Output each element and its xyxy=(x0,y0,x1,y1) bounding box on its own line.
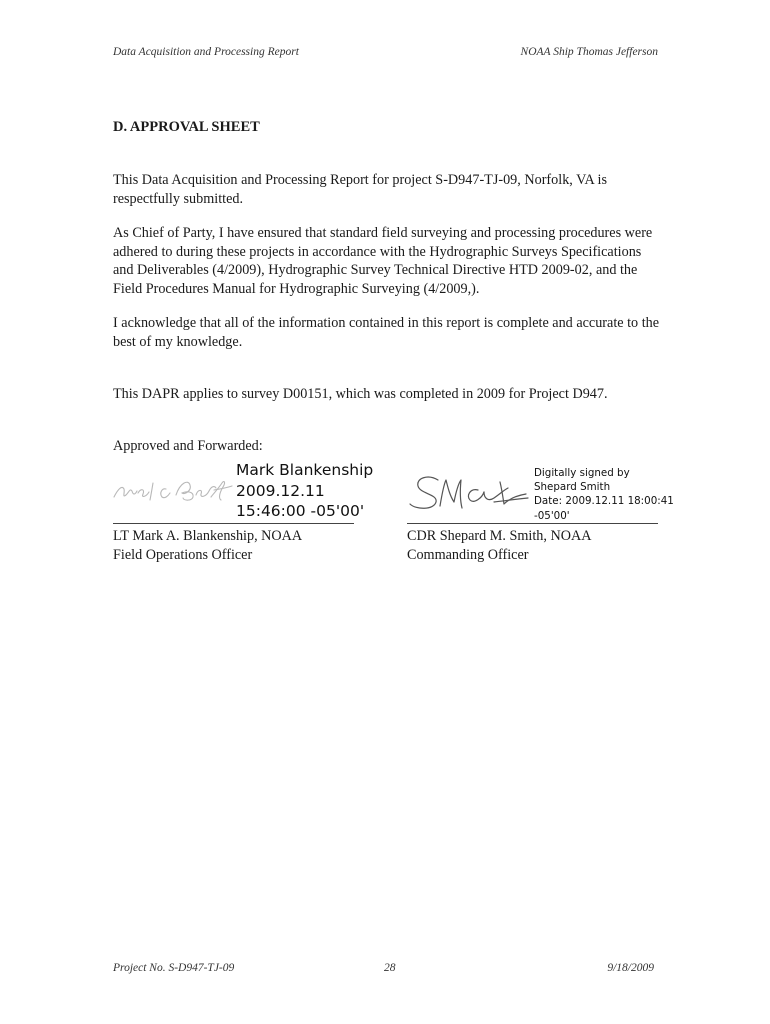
signatory-title-right: Commanding Officer xyxy=(407,546,529,563)
approved-forwarded-label: Approved and Forwarded: xyxy=(113,438,263,454)
section-title: D. APPROVAL SHEET xyxy=(113,119,260,135)
footer-page-number: 28 xyxy=(384,962,396,974)
handwritten-signature-left xyxy=(110,471,235,507)
digital-sign-line-4: -05'00' xyxy=(534,509,570,522)
survey-applicability-paragraph: This DAPR applies to survey D00151, which was completed in 2009 for Project D947. xyxy=(113,386,608,402)
digital-sign-line-3: Date: 2009.12.11 18:00:41 xyxy=(534,495,674,508)
signer-name-left: Mark Blankenship xyxy=(236,461,374,479)
footer-project-number: Project No. S-D947-TJ-09 xyxy=(113,962,235,974)
acknowledgement-paragraph: I acknowledge that all of the information contained in this report is complete and accurate to the best of my knowledge. xyxy=(113,315,660,350)
footer-date: 9/18/2009 xyxy=(607,962,654,974)
digital-signature-left xyxy=(236,460,373,522)
signatory-left xyxy=(113,527,302,564)
digital-sign-line-1: Digitally signed by xyxy=(534,467,630,479)
signatory-name-left: LT Mark A. Blankenship, NOAA xyxy=(113,528,303,544)
header-ship-name: NOAA Ship Thomas Jefferson xyxy=(520,46,658,58)
signatory-title-left: Field Operations Officer xyxy=(113,546,253,563)
digital-signature-right xyxy=(534,466,674,523)
sign-date-left: 2009.12.11 xyxy=(236,481,325,500)
header-report-title: Data Acquisition and Processing Report xyxy=(113,46,299,58)
signature-line-left xyxy=(113,523,354,524)
handwritten-signature-right xyxy=(404,468,532,518)
sign-time-left: 15:46:00 -05'00' xyxy=(236,502,365,520)
signatory-right xyxy=(407,527,591,564)
digital-sign-line-2: Shepard Smith xyxy=(534,481,611,494)
signature-line-right xyxy=(407,523,658,524)
procedures-paragraph: As Chief of Party, I have ensured that standard field surveying and processing procedures were adhered to during these projects in accordance with the Hydrographic Surveys Specifications and Deliverables (4/2009), Hydrographic Survey Technical Directive HTD 2009-02, and the Field Procedures Manual for Hydrographic Surveying (4/2009,). xyxy=(113,225,653,297)
submission-paragraph: This Data Acquisition and Processing Report for project S-D947-TJ-09, Norfolk, VA is respectfully submitted. xyxy=(113,172,608,207)
signatory-name-right: CDR Shepard M. Smith, NOAA xyxy=(407,528,592,544)
